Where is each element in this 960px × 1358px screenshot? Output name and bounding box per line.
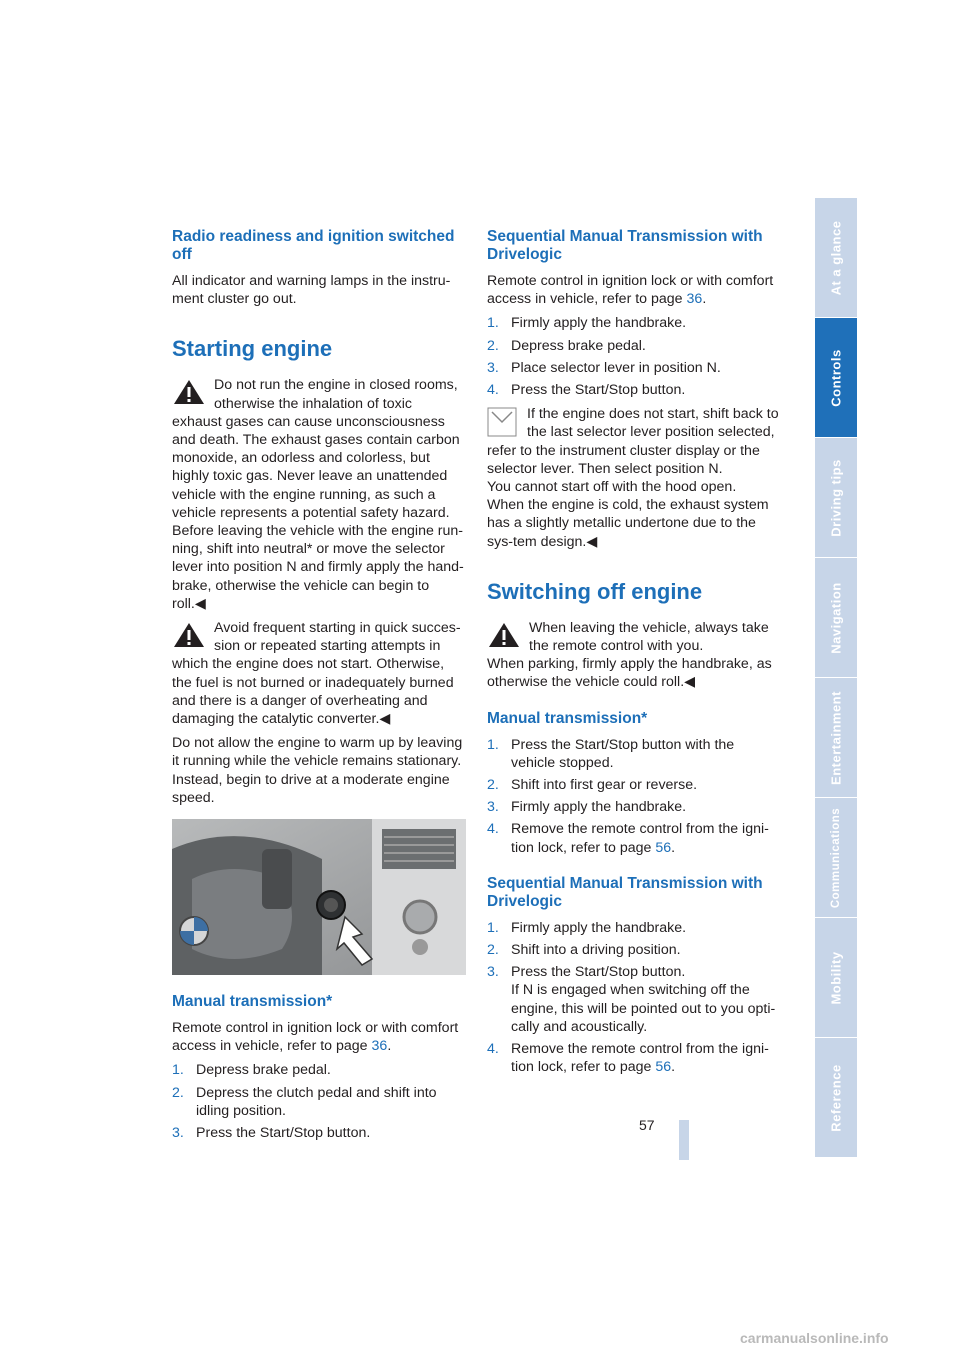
page-marker (679, 1120, 689, 1160)
tab-entertainment[interactable]: Entertainment (815, 678, 857, 797)
note-block (487, 405, 779, 551)
chapter-sidebar (815, 198, 857, 1159)
tab-mobility[interactable]: Mobility (815, 918, 857, 1037)
warning-triangle-icon (172, 378, 206, 406)
right-column (487, 228, 779, 1083)
list-item: 2. Shift into first gear or reverse. (487, 777, 698, 794)
page-number: 57 (639, 1117, 655, 1133)
smg-text: Remote control in ignition lock or with comfort access in vehicle, refer to page 36. (487, 273, 774, 308)
radio-heading: Radio readiness and ignition switched off (172, 228, 455, 263)
list-item: 1. Depress brake pedal. (172, 1062, 331, 1079)
list-item: 3. Press the Start/Stop button. If N is engaged when switching off the engine, this will be pointed out to you opti-cally and acoustically. (487, 964, 776, 1035)
list-item: 2. Depress brake pedal. (487, 337, 646, 354)
manual-steps-left (172, 1061, 464, 1142)
smg-heading: Sequential Manual Transmission with Drivelogic (487, 228, 763, 263)
switching-heading: Switching off engine (487, 578, 703, 604)
warning-3-text: When leaving the vehicle, always take the remote control with you. (529, 619, 769, 655)
list-item: 2. Depress the clutch pedal and shift into idling position. (172, 1084, 437, 1119)
list-item: 4. Remove the remote control from the igni-tion lock, refer to page 56. (487, 821, 769, 856)
note-text-c: When the engine is cold, the exhaust system has a slightly metallic undertone due to the sys-tem design.◀ (487, 497, 769, 550)
tab-reference[interactable]: Reference (815, 1038, 857, 1157)
warning-triangle-icon (172, 621, 206, 649)
list-item: 4. Remove the remote control from the igni-tion lock, refer to page 56. (487, 1041, 769, 1076)
page-link-56[interactable]: 56 (655, 839, 672, 856)
smg2-heading: Sequential Manual Transmission with Drivelogic (487, 874, 763, 910)
warning-1-text-b: Before leaving the vehicle with the engine run-ning, shift into neutral* or move the selector lever into position N and firmly apply the hand-brake, otherwise the vehicle can begin to roll.◀ (172, 523, 464, 612)
manual-text-left: Remote control in ignition lock or with comfort access in vehicle, refer to page 36. (172, 1020, 459, 1055)
smg2-steps (487, 919, 779, 1077)
starting-heading: Starting engine (172, 336, 333, 362)
list-item: 2. Shift into a driving position. (487, 942, 681, 959)
radio-text: All indicator and warning lamps in the instru-ment cluster go out. (172, 273, 451, 308)
tab-communications[interactable]: Communications (815, 798, 857, 917)
left-column (172, 228, 464, 1148)
note-text: If the engine does not start, shift back to the last selector lever position selected, refer to the instrument cluster display or the selector lever. Then select position N. (487, 406, 779, 477)
list-item: 1. Press the Start/Stop button with the vehicle stopped. (487, 736, 735, 771)
tab-at-a-glance[interactable]: At a glance (815, 198, 857, 317)
warning-2 (172, 619, 464, 728)
note-arrow-icon (487, 407, 517, 437)
page-link-36[interactable]: 36 (686, 291, 703, 308)
list-item: 3. Firmly apply the handbrake. (487, 799, 687, 816)
list-item: 4. Press the Start/Stop button. (487, 382, 686, 399)
tab-driving-tips[interactable]: Driving tips (815, 438, 857, 557)
manual-heading-left: Manual transmission* (172, 993, 333, 1011)
list-item: 3. Press the Start/Stop button. (172, 1125, 371, 1142)
note-text-b: You cannot start off with the hood open. (487, 479, 737, 496)
list-item: 3. Place selector lever in position N. (487, 359, 721, 376)
page-link-36[interactable]: 36 (371, 1038, 388, 1055)
warning-2-text: Avoid frequent starting in quick succes-sion or repeated starting attempts in which the engine does not start. Otherwise, the fuel is not burned or inadequately burned and there is a danger of overheating and damaging the catalytic converter.◀ (172, 620, 461, 728)
tab-navigation[interactable]: Navigation (815, 558, 857, 677)
warning-3-text-b: When parking, firmly apply the handbrake, as otherwise the vehicle could roll.◀ (487, 656, 772, 691)
tab-controls[interactable]: Controls (815, 318, 857, 437)
manual-steps-right (487, 736, 779, 857)
list-item: 1. Firmly apply the handbrake. (487, 315, 687, 332)
steering-wheel-photo (172, 819, 466, 975)
footer-watermark[interactable]: carmanualsonline.info (740, 1330, 889, 1346)
manual-heading-right: Manual transmission* (487, 709, 648, 727)
warning-triangle-icon (487, 621, 521, 649)
warning-1 (172, 376, 464, 613)
warning-1-text: Do not run the engine in closed rooms, otherwise the inhalation of toxic exhaust gases can cause unconsciousness and death. The exhaust gases contain carbon monoxide, an odorless and colorless, but highly toxic gas. Never leave an unattended vehicle with the engine running, as such a vehicle represents a potential safety hazard. (172, 377, 460, 521)
warmup-text: Do not allow the engine to warm up by leaving it running while the vehicle remains stationary. Instead, begin to drive at a moderate engine speed. (172, 735, 463, 806)
smg-steps (487, 314, 779, 399)
warning-3 (487, 619, 779, 692)
list-item: 1. Firmly apply the handbrake. (487, 919, 687, 936)
page-link-56[interactable]: 56 (655, 1059, 672, 1076)
